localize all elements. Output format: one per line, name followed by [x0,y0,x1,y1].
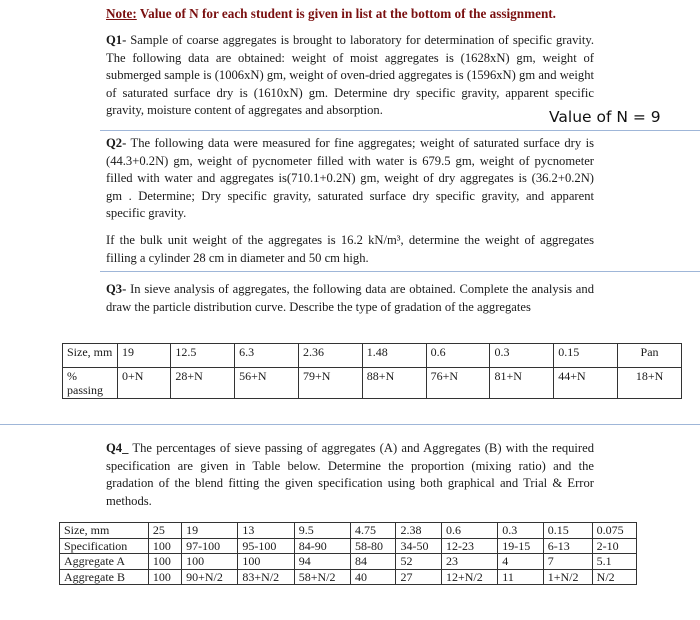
table-cell: 0.15 [543,523,592,539]
q2-text: The following data were measured for fine aggregates; weight of saturated surface dry is (44.3+0.2N) gm, weight of pycnometer filled with water is 679.5 gm, weight of pycnometer filled with water and aggregates is(710.1+0.2N) gm, weight of dry aggregates is (36.2+0.2N) gm . Determine; Dry specific gravity, saturated surface dry specific gravity, and apparent specific gravity. [106,136,594,221]
table-cell: 2.38 [396,523,441,539]
table-cell: 84 [351,554,396,570]
table-cell: 100 [148,538,181,554]
table-cell: 44+N [554,368,618,399]
table-cell: 19 [118,344,171,368]
table-cell: 6.3 [235,344,299,368]
note-text: Value of N for each student is given in list at the bottom of the assignment. [136,6,556,21]
table-cell: 90+N/2 [182,569,238,585]
table-row-label: Aggregate A [60,554,149,570]
q4-text: The percentages of sieve passing of aggregates (A) and Aggregates (B) with the required specification are given in Table below. Determine the proportion (mixing ratio) and the gradation of the blend fitting the given specification using both graphical and Trial & Error methods. [106,441,594,508]
note-line [106,6,556,22]
table-cell: 27 [396,569,441,585]
cut-off-text [106,610,606,620]
table-cell: 95-100 [238,538,294,554]
q2-label: Q2- [106,136,127,150]
table-row [63,368,682,399]
divider-3 [0,424,700,425]
table-cell: 4.75 [351,523,396,539]
table-cell: 1+N/2 [543,569,592,585]
table-cell: 0.6 [426,344,490,368]
table-cell: 88+N [362,368,426,399]
table-cell: 0.3 [490,344,554,368]
table-cell: 83+N/2 [238,569,294,585]
table-cell: 12-23 [441,538,497,554]
q1-text: Sample of coarse aggregates is brought to laboratory for determination of specific gravity. The following data are obtained: weight of moist aggregates is (1628xN) gm, weight of submerged sample is (1006xN) gm, weight of oven-dried aggregates is (1596xN) gm and weight of saturated surface dry is (1610xN) gm. Determine dry specific gravity, apparent specific gravity, moisture content of aggregates and absorption. [106,33,594,118]
table-cell: 76+N [426,368,490,399]
table-row-label: Aggregate B [60,569,149,585]
bulk-weight-question: If the bulk unit weight of the aggregates is 16.2 kN/m³, determine the weight of aggregates filling a cylinder 28 cm in diameter and 50 cm high. [106,233,594,265]
table-cell: 1.48 [362,344,426,368]
table-header-cell: Size, mm [63,344,118,368]
table-cell: 19 [182,523,238,539]
q1-label: Q1- [106,33,127,47]
table-cell: 0.3 [498,523,543,539]
table-cell: 81+N [490,368,554,399]
blend-gradation-table [59,522,637,585]
q3-label: Q3- [106,282,127,296]
table-cell: 7 [543,554,592,570]
divider-1 [100,130,700,131]
sieve-analysis-table [62,343,682,399]
table-cell: 25 [148,523,181,539]
table-cell: 19-15 [498,538,543,554]
question-1 [106,32,594,120]
table-cell: Pan [618,344,682,368]
table-cell: 2.36 [298,344,362,368]
table-cell: 9.5 [294,523,350,539]
table-cell: 28+N [171,368,235,399]
table-cell: 56+N [235,368,299,399]
note-prefix: Note: [106,6,137,21]
q4-label: Q4_ [106,441,129,455]
table-cell: 0.6 [441,523,497,539]
table-cell: 12.5 [171,344,235,368]
table-cell: 94 [294,554,350,570]
table-cell: 23 [441,554,497,570]
table-cell: 18+N [618,368,682,399]
table-cell: 40 [351,569,396,585]
table-cell: 0.15 [554,344,618,368]
table-cell: 79+N [298,368,362,399]
question-4 [106,440,594,510]
question-3 [106,281,594,316]
q3-text: In sieve analysis of aggregates, the following data are obtained. Complete the analysis and draw the particle distribution curve. Describe the type of gradation of the aggregates [106,282,594,314]
table-cell: 0.075 [592,523,636,539]
table-cell: 97-100 [182,538,238,554]
table-cell: 4 [498,554,543,570]
table-header-cell: % passing [63,368,118,399]
table-row [60,554,637,570]
table-cell: 34-50 [396,538,441,554]
table-cell: 100 [182,554,238,570]
table-row [60,538,637,554]
table-cell: 84-90 [294,538,350,554]
n-value-annotation: Value of N = 9 [549,108,661,126]
table-cell: 11 [498,569,543,585]
table-cell: 2-10 [592,538,636,554]
divider-2 [100,271,700,272]
table-row-label: Specification [60,538,149,554]
table-cell: 13 [238,523,294,539]
table-cell: N/2 [592,569,636,585]
table-cell: 52 [396,554,441,570]
table-cell: 100 [148,554,181,570]
table-cell: 58+N/2 [294,569,350,585]
table-cell: 100 [148,569,181,585]
table-cell: 12+N/2 [441,569,497,585]
table-row [60,569,637,585]
table-row-label: Size, mm [60,523,149,539]
table-cell: 6-13 [543,538,592,554]
question-2 [106,135,594,223]
table-cell: 58-80 [351,538,396,554]
table-cell: 100 [238,554,294,570]
table-row [63,344,682,368]
table-cell: 5.1 [592,554,636,570]
table-cell: 0+N [118,368,171,399]
table-row [60,523,637,539]
